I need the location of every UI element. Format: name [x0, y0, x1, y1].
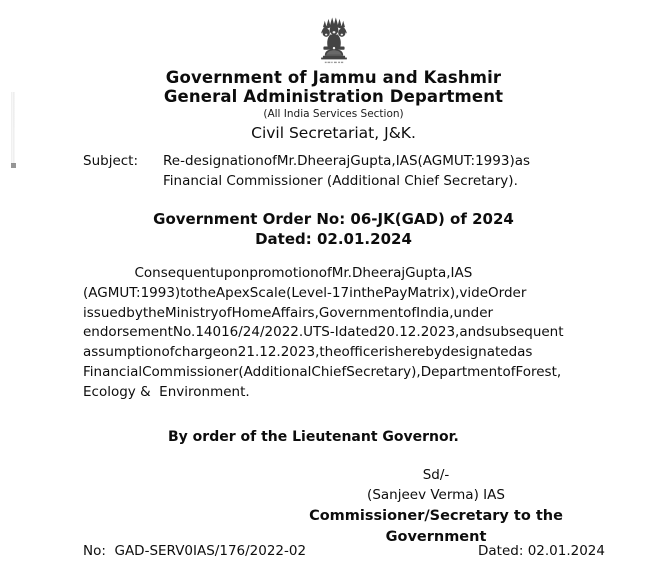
signatory-name: (Sanjeev Verma) IAS	[367, 487, 505, 503]
text-word: endorsement	[83, 324, 173, 341]
text-word: in	[349, 284, 362, 301]
text-word: of	[403, 304, 417, 321]
text-word: (AGMUT:1993)	[83, 284, 181, 301]
text-word: 14016/24/2022.UTS-I	[195, 324, 339, 341]
text-word: designated	[441, 344, 518, 361]
emblem-container	[0, 13, 667, 69]
body-line-5	[83, 343, 601, 363]
text-word: Re-designation	[163, 153, 264, 169]
subject-text	[163, 152, 603, 191]
text-word: by	[126, 304, 143, 321]
text-word: is	[384, 344, 395, 361]
subject-block	[83, 152, 603, 191]
signature-sd-mark: Sd/-	[422, 467, 450, 483]
document-footer	[83, 542, 605, 561]
text-word: IAS	[450, 265, 473, 281]
government-order-date: Dated: 02.01.2024	[255, 230, 412, 248]
document-header	[0, 68, 667, 144]
india-state-emblem-icon	[311, 13, 357, 69]
text-word: India,	[416, 304, 454, 321]
footer-file-number: No: GAD-SERV0IAS/176/2022-02	[83, 543, 307, 559]
signature-block	[271, 466, 601, 548]
text-word: (AGMUT:1993)	[417, 153, 515, 169]
body-line-2	[83, 284, 601, 304]
subject-line-2: Financial Commissioner (Additional Chief Secretary).	[163, 172, 518, 189]
text-word: subsequent	[484, 324, 564, 341]
text-word: the	[319, 344, 342, 361]
text-word: of	[318, 265, 332, 281]
text-word: Commissioner	[142, 363, 239, 380]
text-word: Financial	[83, 363, 143, 380]
government-title-line-1: Government of Jammu and Kashmir	[165, 68, 502, 87]
body-line-1	[83, 264, 601, 284]
government-order-number: Government Order No: 06-JK(GAD) of 2024	[153, 210, 514, 228]
text-word: Consequent	[134, 265, 216, 281]
text-word: Affairs,	[271, 304, 319, 321]
text-word: officer	[341, 344, 385, 361]
subject-line-1	[163, 152, 603, 172]
text-word: Mr.	[276, 153, 298, 169]
order-body-paragraph	[83, 264, 601, 403]
body-line-3	[83, 304, 601, 324]
text-word: as	[517, 344, 533, 361]
body-line-7: Ecology & Environment.	[83, 383, 250, 400]
text-word: 21.12.2023,	[237, 344, 320, 361]
text-word: Order	[488, 284, 527, 301]
text-word: 20.12.2023,	[377, 324, 460, 341]
text-word: Pay	[383, 284, 408, 301]
text-word: Government	[318, 304, 404, 321]
section-subtitle: (All India Services Section)	[263, 108, 404, 120]
text-word: as	[514, 153, 531, 169]
text-word: dated	[338, 324, 378, 341]
footer-date: Dated: 02.01.2024	[478, 543, 605, 559]
text-word: Gupta,	[350, 153, 396, 169]
text-word: and	[459, 324, 485, 341]
text-word: Department	[420, 363, 503, 380]
subject-label: Subject:	[83, 153, 139, 169]
text-word: No.	[172, 324, 196, 341]
text-word: Home	[231, 304, 272, 321]
text-word: (Level-17	[286, 284, 350, 301]
line-indent	[83, 265, 135, 281]
text-word: Secretary),	[346, 363, 421, 380]
text-word: Mr.	[331, 265, 352, 281]
text-word: on	[220, 344, 238, 361]
text-word: Scale	[249, 284, 287, 301]
text-word: of	[218, 304, 232, 321]
text-word: IAS	[395, 153, 418, 169]
text-word: Matrix),	[407, 284, 460, 301]
text-word: under	[453, 304, 494, 321]
text-word: the	[361, 284, 384, 301]
text-word: charge	[174, 344, 221, 361]
text-word: to	[180, 284, 194, 301]
text-word: promotion	[249, 265, 319, 281]
body-line-6	[83, 363, 601, 383]
secretariat-line: Civil Secretariat, J&K.	[251, 124, 416, 142]
text-word: the	[142, 304, 165, 321]
signatory-designation: Commissioner/Secretary to the Government	[309, 508, 563, 545]
body-line-4	[83, 323, 601, 343]
text-word: of	[263, 153, 277, 169]
text-word: Forest,	[515, 363, 562, 380]
text-word: vide	[459, 284, 489, 301]
text-word: Apex	[215, 284, 250, 301]
text-word: Dheeraj	[297, 153, 351, 169]
text-word: upon	[215, 265, 250, 281]
text-word: Chief	[311, 363, 347, 380]
order-number-block	[0, 209, 667, 249]
text-word: of	[502, 363, 516, 380]
text-word: Dheeraj	[351, 265, 406, 281]
text-word: assumption	[83, 344, 162, 361]
by-order-statement: By order of the Lieutenant Governor.	[168, 429, 459, 445]
text-word: (Additional	[238, 363, 312, 380]
text-word: issued	[83, 304, 127, 321]
text-word: of	[161, 344, 175, 361]
text-word: Gupta,	[405, 265, 451, 281]
text-word: Ministry	[164, 304, 219, 321]
department-title-line-2: General Administration Department	[163, 87, 504, 106]
text-word: hereby	[394, 344, 442, 361]
text-word: the	[193, 284, 216, 301]
